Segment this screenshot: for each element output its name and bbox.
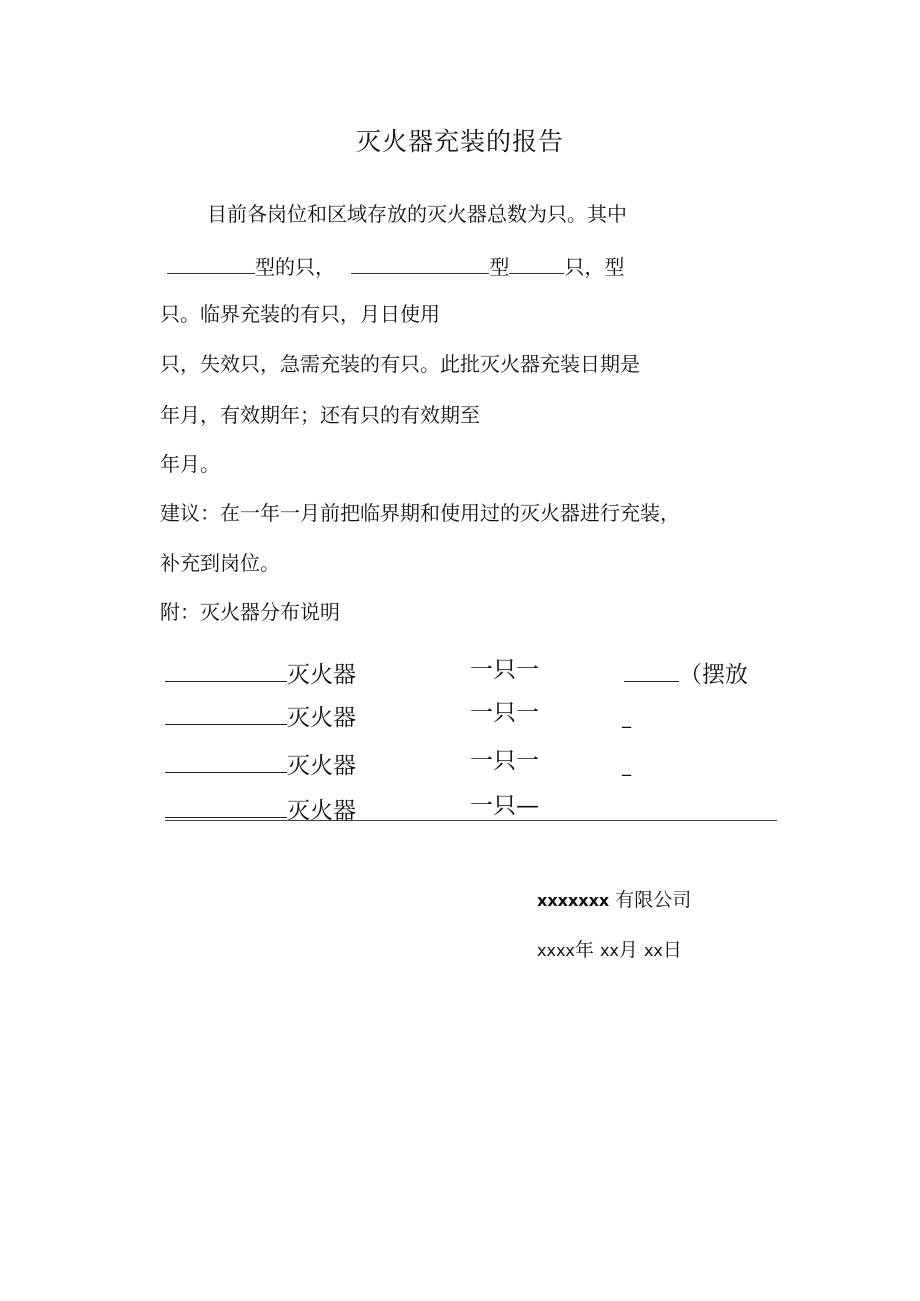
- date-month-unit: 月: [618, 939, 638, 961]
- company-suffix: 有限公司: [615, 889, 692, 911]
- paragraph-line-8: 补充到岗位。: [160, 551, 280, 575]
- blank-field: [351, 251, 489, 274]
- paragraph-line-2: [167, 251, 624, 281]
- paragraph-line-6: 年月。: [160, 452, 220, 476]
- paragraph-line-1: 目前各岗位和区域存放的灭火器总数为只。其中: [207, 202, 627, 226]
- table-row: [165, 746, 356, 781]
- row-name: 灭火器: [287, 705, 356, 731]
- date-month: xx: [599, 941, 619, 960]
- table-row: [165, 655, 356, 690]
- paragraph-line-5: 年月，有效期年；还有只的有效期至: [160, 403, 480, 427]
- paragraph-line-4: 只，失效只，急需充装的有只。此批灭火器充装日期是: [160, 352, 640, 376]
- date-day-unit: 日: [662, 939, 682, 961]
- blank-field: [624, 655, 679, 682]
- blank-field: [509, 251, 564, 274]
- page-title: 灭火器充装的报告: [355, 127, 564, 156]
- blank-field: [165, 746, 287, 773]
- date-year-unit: 年: [574, 939, 594, 961]
- date-day: xx: [643, 941, 663, 960]
- company-name: [537, 887, 691, 914]
- row-count: 一只—: [470, 793, 539, 819]
- blank-field: [165, 698, 287, 725]
- blank-field: [165, 791, 287, 818]
- blank-field: [167, 251, 255, 274]
- table-row: [165, 698, 356, 733]
- date-year: xxxx: [537, 941, 575, 960]
- paragraph-line-9: 附：灭火器分布说明: [160, 600, 340, 624]
- row-extra: _: [622, 756, 631, 777]
- row-name: 灭火器: [287, 753, 356, 779]
- table-bottom-rule: [165, 820, 777, 821]
- row-count: 一只一: [470, 700, 539, 726]
- row-count: 一只一: [470, 657, 539, 683]
- signature-date: [537, 937, 682, 964]
- line-2-text-c: 只，型: [564, 255, 625, 279]
- row-count: 一只一: [470, 748, 539, 774]
- line-2-text-b: 型: [489, 255, 510, 279]
- line-2-text-a: 型的只，: [255, 255, 335, 279]
- company-prefix: xxxxxxx: [537, 891, 610, 910]
- row-extra: [624, 655, 748, 690]
- row-name: 灭火器: [287, 662, 356, 688]
- row-name: 灭火器: [287, 798, 356, 824]
- blank-field: [165, 655, 287, 682]
- row-extra-text: （摆放: [679, 662, 748, 688]
- paragraph-line-7: 建议：在一年一月前把临界期和使用过的灭火器进行充装，: [160, 501, 680, 525]
- paragraph-line-3: 只。临界充装的有只，月日使用: [160, 302, 440, 326]
- row-extra: _: [622, 708, 631, 729]
